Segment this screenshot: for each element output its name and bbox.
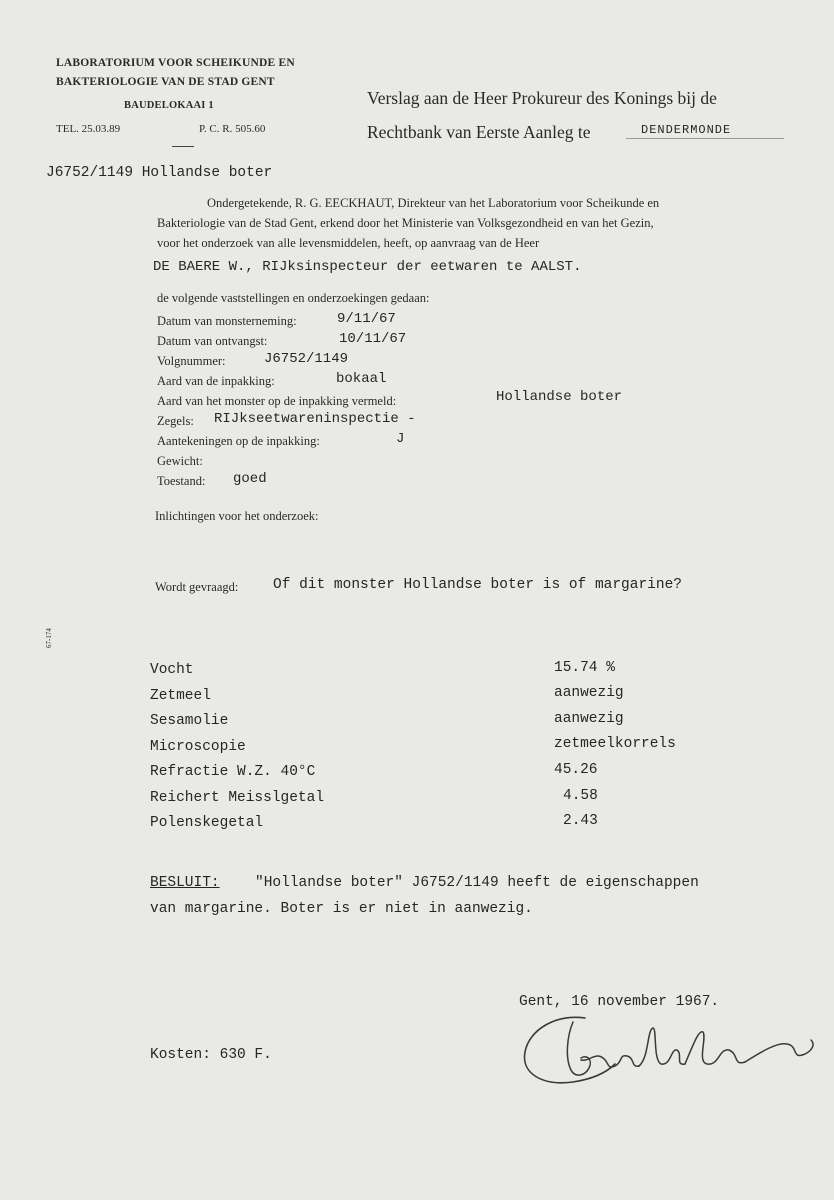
question-label: Wordt gevraagd:	[155, 580, 239, 594]
report-title-line1: Verslag aan de Heer Prokureur des Konings bij de	[367, 88, 717, 108]
field-value: J	[396, 431, 405, 447]
result-value: 45.26	[554, 762, 598, 778]
field-label: Aard van het monster op de inpakking vermeld:	[157, 394, 397, 408]
result-value: 2.43	[563, 813, 598, 829]
field-value: Hollandse boter	[496, 389, 623, 405]
result-value: 4.58	[563, 788, 598, 804]
conclusion-label: BESLUIT:	[150, 875, 220, 891]
conclusion-line1: "Hollandse boter" J6752/1149 heeft de eigenschappen	[255, 875, 699, 891]
letterhead-address: BAUDELOKAAI 1	[124, 100, 214, 111]
field-label: Datum van monsterneming:	[157, 314, 297, 328]
result-value: aanwezig	[554, 685, 624, 701]
field-label: Toestand:	[157, 474, 206, 488]
signature	[515, 1000, 825, 1095]
result-name: Polenskegetal	[150, 815, 264, 831]
intro-line4: de volgende vaststellingen en onderzoekingen gedaan:	[157, 291, 430, 305]
field-label: Volgnummer:	[157, 354, 226, 368]
destination-line	[626, 138, 784, 139]
letterhead-pcr: P. C. R. 505.60	[199, 123, 266, 135]
field-label: Aantekeningen op de inpakking:	[157, 434, 320, 448]
field-value: 10/11/67	[339, 331, 407, 347]
letterhead-divider	[172, 146, 194, 147]
question-text: Of dit monster Hollandse boter is of margarine?	[273, 577, 682, 593]
result-name: Sesamolie	[150, 713, 229, 729]
report-destination: DENDERMONDE	[641, 123, 732, 137]
result-value: 15.74 %	[554, 660, 615, 676]
field-label: Datum van ontvangst:	[157, 334, 268, 348]
result-name: Refractie W.Z. 40°C	[150, 764, 316, 780]
result-name: Zetmeel	[150, 688, 211, 704]
field-value: J6752/1149	[264, 351, 349, 367]
costs: Kosten: 630 F.	[150, 1047, 272, 1063]
field-value: RIJkseetwareninspectie -	[214, 411, 416, 427]
intro-line2: Bakteriologie van de Stad Gent, erkend door het Ministerie van Volksgezondheid en van het Gezin,	[157, 216, 654, 230]
requester: DE BAERE W., RIJksinspecteur der eetwaren te AALST.	[153, 259, 582, 275]
field-label: Gewicht:	[157, 454, 203, 468]
result-name: Vocht	[150, 662, 194, 678]
field-value: goed	[233, 471, 267, 487]
result-value: aanwezig	[554, 711, 624, 727]
field-value: 9/11/67	[337, 311, 396, 327]
reference-number: J6752/1149 Hollandse boter	[46, 165, 273, 181]
letterhead-line1: LABORATORIUM VOOR SCHEIKUNDE EN	[56, 57, 295, 69]
conclusion-line2: van margarine. Boter is er niet in aanwezig.	[150, 901, 533, 917]
side-code: 67-174	[45, 628, 53, 648]
letterhead-line2: BAKTERIOLOGIE VAN DE STAD GENT	[56, 76, 275, 88]
field-value: bokaal	[336, 371, 387, 387]
info-label: Inlichtingen voor het onderzoek:	[155, 509, 319, 523]
intro-line3: voor het onderzoek van alle levensmiddelen, heeft, op aanvraag van de Heer	[157, 236, 540, 250]
letterhead-tel: TEL. 25.03.89	[56, 123, 121, 135]
result-name: Reichert Meisslgetal	[150, 790, 325, 806]
field-label: Aard van de inpakking:	[157, 374, 275, 388]
report-title-line2: Rechtbank van Eerste Aanleg te	[367, 122, 591, 142]
field-label: Zegels:	[157, 414, 194, 428]
result-name: Microscopie	[150, 739, 246, 755]
intro-line1: Ondergetekende, R. G. EECKHAUT, Direkteur van het Laboratorium voor Scheikunde en	[207, 196, 660, 210]
result-value: zetmeelkorrels	[554, 736, 676, 752]
place-date: Gent, 16 november 1967.	[519, 994, 720, 1010]
